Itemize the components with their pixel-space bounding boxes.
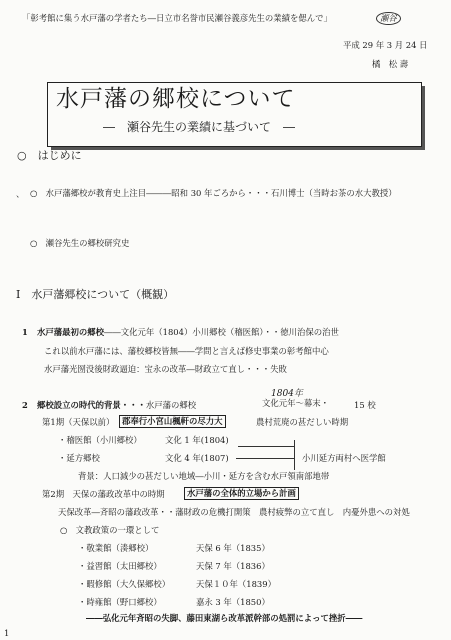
period-2-policy: ○ 文教政策の一環として <box>60 525 160 535</box>
item-1-label: 水戸藩最初の郷校 <box>37 327 104 337</box>
closing-note: ――弘化元年斉昭の失脚、藤田東湖ら改革派幹部の処罰によって挫折―― <box>86 613 363 623</box>
page-number: 1 <box>4 628 10 638</box>
item-2-label: 郷校設立の時代的背景・・・ <box>37 400 146 410</box>
school-name: ・時雍館（野口郷校） <box>78 597 162 607</box>
item-1-number: 1 <box>22 327 28 337</box>
document-subtitle: ― 瀬谷先生の業績に基づいて ― <box>103 120 296 134</box>
document-date: 平成 29 年 3 月 24 日 <box>343 40 428 50</box>
item-1-line <box>37 327 339 338</box>
school-name: ・暇修館（大久保郷校） <box>78 579 171 589</box>
period-1-note: 農村荒廃の甚だしい時期 <box>256 417 349 427</box>
intro-line-1: ○ 水戸藩郷校が教育史上注目―――昭和 30 年ごろから・・・石川博士（当時お茶の水大教授） <box>30 188 397 198</box>
period-1-background: 背景：人口減少の甚だしい地域―小川・延方を含む水戸領南部地帯 <box>78 471 330 481</box>
bracket-line-top <box>238 446 294 447</box>
item-2-era: 文化元年〜幕末・ <box>262 398 329 408</box>
stray-mark: 、 <box>16 189 25 199</box>
period-1-year-b: 文化 4 年(1807) <box>165 453 229 463</box>
school-year: 嘉永 3 年（1850） <box>196 597 270 607</box>
school-year: 天保 6 年（1835） <box>196 543 270 553</box>
handwritten-note: 1804年 <box>271 389 303 399</box>
period-1-label: 第1期（天保以前） <box>42 417 115 427</box>
school-year: 天保 7 年（1836） <box>196 561 270 571</box>
period-1-box: 郡奉行小宮山楓軒の尽力大 <box>119 415 226 428</box>
period-2-label: 第2期 天保の藩政改革中の時期 <box>42 489 165 499</box>
item-1-line-2: これ以前水戸藩には、藩校郷校皆無――学問と言えば修史事業の彰考館中心 <box>44 346 329 356</box>
item-1-line-3: 水戸藩光圀没後財政逼迫：宝永の改革―財政立て直し・・・失敗 <box>44 364 287 374</box>
name-stamp: 瀬谷 <box>376 12 401 25</box>
school-name: ・益習館（太田郷校） <box>78 561 162 571</box>
school-year: 天保１０年（1839） <box>196 579 276 589</box>
item-2-count: 15 校 <box>354 400 376 410</box>
title-box <box>47 82 422 147</box>
intro-heading: ○ はじめに <box>17 149 82 162</box>
period-2-box: 水戸藩の全体的立場から計画 <box>184 487 299 500</box>
school-name: ・敬業館（湊郷校） <box>78 543 154 553</box>
document-title: 水戸藩の郷校について <box>56 86 296 112</box>
intro-line-2: ○ 瀬谷先生の郷校研究史 <box>30 238 130 248</box>
period-1-school-b-note: 小川延方両村へ医学館 <box>302 453 386 463</box>
period-1-school-a: ・稽医館（小川郷校） <box>58 435 142 445</box>
period-1-school-b: ・延方郷校 <box>58 453 100 463</box>
item-2-line <box>37 400 196 411</box>
period-2-reform: 天保改革―斉昭の藩政改革・・藩財政の危機打開策 農村疲弊の立て直し 内憂外患への対処 <box>58 507 410 517</box>
author-name: 橘 松 壽 <box>372 59 409 69</box>
item-2-number: 2 <box>22 400 28 410</box>
bracket-line-vertical <box>294 440 295 470</box>
item-2-mid: 水戸藩の郷校 <box>145 400 197 410</box>
citation-line: 「彰考館に集う水戸藩の学者たち―日立市名誉市民瀬谷義彦先生の業績を偲んで」 <box>22 13 332 23</box>
period-1-year-a: 文化 1 年(1804) <box>165 435 229 445</box>
item-1-rest: ――文化元年（1804）小川郷校（稽医館）・・徳川治保の治世 <box>104 327 339 337</box>
section-heading: Ⅰ 水戸藩郷校について（概観） <box>16 288 175 301</box>
bracket-line-bottom <box>236 458 294 459</box>
